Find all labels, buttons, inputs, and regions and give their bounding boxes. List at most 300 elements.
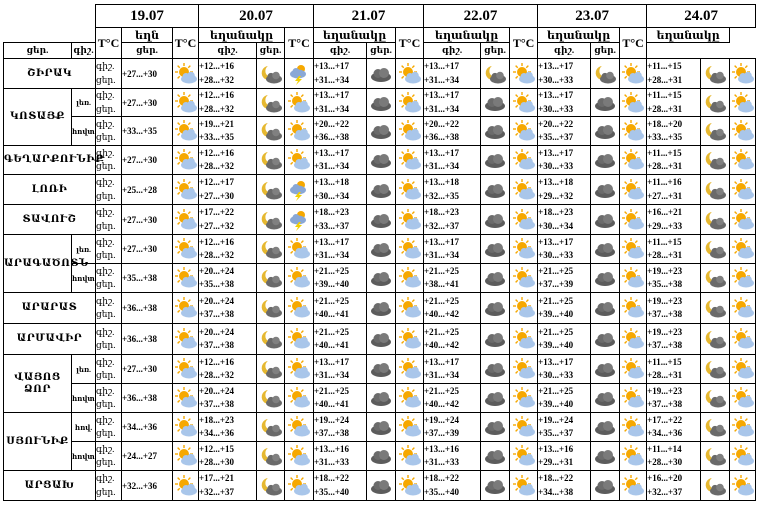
day-temperature: +28...+32	[199, 74, 235, 85]
temp-column-header: T°C	[285, 28, 314, 59]
day-temperature: +30...+33	[538, 103, 574, 114]
night-weather-icon	[367, 471, 396, 501]
temperature-range	[199, 324, 257, 355]
sun-behind-cloud-icon	[396, 209, 423, 231]
day-label: ցեր.	[96, 309, 116, 319]
night-temperature: +13...+18	[314, 177, 350, 187]
night-temperature: +12...+16	[199, 147, 235, 158]
night-weather-icon	[481, 175, 510, 205]
moon-cloud-icon	[701, 387, 729, 409]
temperature-range: +25...+28	[122, 175, 173, 205]
day-temperature: +31...+34	[424, 161, 460, 171]
temperature-range: +33...+35	[122, 117, 173, 146]
night-weather-icon	[367, 59, 396, 89]
night-temperature: +13...+17	[424, 147, 460, 158]
night-weather-icon	[701, 59, 730, 89]
day-weather-icon	[396, 235, 424, 264]
day-weather-icon	[285, 235, 314, 264]
sun-behind-cloud-icon	[620, 267, 646, 289]
day-temperature: +34...+36	[199, 428, 235, 438]
day-weather-icon	[285, 413, 314, 442]
day-weather-icon	[620, 355, 647, 384]
dark-cloud-icon	[367, 387, 395, 409]
night-weather-icon	[701, 413, 730, 442]
night-temperature: +11...+16	[647, 177, 682, 187]
moon-cloud-icon	[701, 238, 729, 260]
zone-label: հովտ.	[72, 442, 96, 471]
night-temperature: +20...+22	[424, 118, 460, 129]
temperature-range	[647, 324, 701, 355]
night-temperature: +19...+23	[647, 326, 683, 337]
temperature-range	[424, 235, 481, 264]
day-weather-icon	[173, 264, 199, 293]
day-weather-icon	[173, 59, 199, 89]
night-weather-icon	[591, 413, 620, 442]
night-label: գիշ.	[96, 118, 115, 129]
day-temperature: +30...+34	[314, 190, 350, 201]
night-day-label	[96, 442, 122, 471]
temperature-range	[647, 355, 701, 384]
temperature-range	[199, 89, 257, 117]
sun-behind-cloud-icon	[285, 358, 313, 380]
sun-behind-cloud-icon	[173, 328, 198, 350]
moon-cloud-icon	[257, 358, 284, 380]
sun-behind-cloud-icon	[285, 267, 313, 289]
night-day-label	[96, 293, 122, 324]
night-subheader: գիշ.	[314, 43, 367, 59]
sun-behind-cloud-icon	[620, 328, 646, 350]
night-label: գիշ.	[96, 473, 115, 483]
sun-behind-cloud-icon	[173, 416, 198, 438]
sun-behind-cloud-icon	[510, 63, 537, 85]
temperature-range	[647, 117, 701, 146]
sun-behind-cloud-icon	[730, 358, 755, 380]
day-weather-icon	[510, 264, 538, 293]
day-temperature: +28...+32	[199, 103, 235, 114]
zone-label: հովտ.	[72, 384, 96, 413]
day-temperature: +27...+32	[199, 220, 235, 231]
temperature-range	[647, 235, 701, 264]
day-label: ցեր.	[96, 399, 116, 409]
day-label: ցեր.	[96, 250, 116, 260]
dark-cloud-icon	[367, 445, 395, 467]
day-weather-icon	[510, 205, 538, 235]
night-weather-icon	[481, 89, 510, 117]
day-weather-icon	[173, 355, 199, 384]
day-weather-icon	[510, 293, 538, 324]
sun-behind-cloud-icon	[285, 328, 313, 350]
night-label: գիշ.	[96, 207, 115, 217]
day-weather-icon	[285, 175, 314, 205]
night-weather-icon	[367, 146, 396, 175]
sun-behind-cloud-icon	[285, 120, 313, 142]
day-weather-icon	[510, 384, 538, 413]
day-temperature: +31...+34	[424, 74, 460, 85]
day-temperature: +33...+35	[199, 132, 235, 142]
night-temperature: +12...+16	[199, 356, 235, 367]
temperature-range	[424, 355, 481, 384]
sun-behind-cloud-icon	[396, 416, 423, 438]
night-weather-icon	[591, 235, 620, 264]
sun-behind-cloud-icon	[510, 209, 537, 231]
temperature-range	[314, 264, 367, 293]
dark-cloud-icon	[367, 63, 395, 85]
thunderstorm-icon	[285, 63, 313, 85]
temperature-range	[424, 293, 481, 324]
day-weather-icon	[620, 59, 647, 89]
temperature-range	[424, 89, 481, 117]
day-temperature: +30...+33	[538, 161, 574, 171]
night-label: գիշ.	[96, 414, 115, 425]
day-temperature: +35...+37	[538, 428, 574, 438]
day-temperature: +40...+41	[314, 340, 350, 350]
night-temperature: +18...+23	[424, 207, 460, 217]
sun-behind-cloud-icon	[396, 445, 423, 467]
night-temperature: +13...+17	[314, 147, 350, 158]
night-weather-icon	[591, 471, 620, 501]
night-weather-icon	[481, 117, 510, 146]
night-temperature: +18...+23	[199, 414, 235, 425]
sun-behind-cloud-icon	[620, 92, 646, 114]
date-header: 22.07	[424, 5, 538, 28]
night-temperature: +19...+21	[199, 118, 235, 129]
temperature-range	[314, 146, 367, 175]
night-weather-icon	[701, 89, 730, 117]
moon-cloud-icon	[701, 358, 729, 380]
night-temperature: +19...+23	[647, 295, 683, 306]
day-weather-icon	[396, 264, 424, 293]
night-weather-icon	[591, 89, 620, 117]
day-temperature: +29...+33	[647, 220, 683, 231]
moon-cloud-icon	[701, 209, 729, 231]
day-temperature: +29...+31	[538, 457, 574, 467]
night-temperature: +16...+21	[647, 207, 683, 217]
temperature-range	[199, 59, 257, 89]
region-name: ԱՐՄԱՎԻՐ	[4, 324, 96, 355]
night-weather-icon	[367, 293, 396, 324]
day-temperature: +39...+40	[314, 279, 350, 289]
day-weather-icon	[510, 471, 538, 501]
dark-cloud-icon	[591, 297, 619, 319]
region-name: ԱՐՑԱԽ	[4, 471, 96, 501]
night-weather-icon	[481, 384, 510, 413]
night-day-label	[96, 89, 122, 117]
temperature-range: +35...+38	[122, 264, 173, 293]
day-weather-icon	[510, 175, 538, 205]
sun-behind-cloud-icon	[173, 209, 198, 231]
sun-behind-cloud-icon	[285, 387, 313, 409]
temperature-range	[538, 442, 591, 471]
weather-column-header: եղանակը	[538, 28, 620, 43]
night-temperature: +20...+24	[199, 326, 235, 337]
zone-label: լեռ.	[72, 235, 96, 264]
day-weather-icon	[730, 146, 756, 175]
sun-behind-cloud-icon	[173, 267, 198, 289]
moon-cloud-icon	[257, 209, 284, 231]
day-weather-icon	[620, 293, 647, 324]
day-subheader: ցեր.	[257, 43, 285, 59]
day-weather-icon	[173, 175, 199, 205]
day-weather-icon	[396, 146, 424, 175]
night-temperature: +13...+17	[538, 90, 574, 100]
night-label: գիշ.	[96, 236, 115, 247]
day-weather-icon	[173, 471, 199, 501]
moon-cloud-icon	[701, 416, 729, 438]
day-temperature: +40...+42	[424, 309, 460, 319]
moon-cloud-icon	[257, 387, 284, 409]
day-weather-icon	[285, 59, 314, 89]
temperature-range	[424, 117, 481, 146]
day-temperature: +37...+38	[199, 340, 235, 350]
day-temperature: +31...+34	[314, 103, 350, 114]
temp-column-header: T°C	[96, 28, 122, 59]
day-weather-icon	[285, 117, 314, 146]
night-weather-icon	[481, 442, 510, 471]
day-weather-icon	[173, 442, 199, 471]
day-weather-icon	[510, 117, 538, 146]
night-weather-icon	[701, 264, 730, 293]
temperature-range	[538, 264, 591, 293]
temperature-range: +34...+36	[122, 413, 173, 442]
day-temperature: +31...+34	[424, 250, 460, 260]
night-weather-icon	[591, 384, 620, 413]
night-day-label	[96, 264, 122, 293]
temperature-range	[647, 264, 701, 293]
day-temperature: +28...+32	[199, 250, 235, 260]
moon-cloud-icon	[257, 416, 284, 438]
sun-behind-cloud-icon	[510, 297, 537, 319]
day-weather-icon	[396, 205, 424, 235]
dark-cloud-icon	[481, 358, 509, 380]
day-label: ցեր.	[96, 74, 116, 85]
night-day-label	[96, 235, 122, 264]
sun-behind-cloud-icon	[510, 238, 537, 260]
sun-behind-cloud-icon	[620, 63, 646, 85]
sun-behind-cloud-icon	[620, 149, 646, 171]
night-day-label	[96, 175, 122, 205]
sun-behind-cloud-icon	[620, 387, 646, 409]
moon-cloud-icon	[701, 445, 729, 467]
sun-behind-cloud-icon	[173, 92, 198, 114]
zone-label: հովտ.	[72, 264, 96, 293]
night-weather-icon	[257, 235, 285, 264]
day-temperature: +31...+34	[314, 161, 350, 171]
day-temperature: +33...+35	[647, 132, 683, 142]
night-weather-icon	[257, 205, 285, 235]
night-weather-icon	[481, 293, 510, 324]
night-weather-icon	[257, 471, 285, 501]
day-weather-icon	[396, 442, 424, 471]
sun-behind-cloud-icon	[285, 297, 313, 319]
day-weather-icon	[620, 235, 647, 264]
dark-cloud-icon	[591, 209, 619, 231]
moon-cloud-icon	[591, 63, 619, 85]
day-weather-icon	[396, 324, 424, 355]
temperature-range	[314, 355, 367, 384]
night-weather-icon	[591, 117, 620, 146]
day-temperature: +34...+36	[647, 428, 683, 438]
zone-label: հով.	[72, 413, 96, 442]
night-subheader: գիշ.	[72, 43, 96, 59]
night-subheader: գիշ.	[538, 43, 591, 59]
night-label: գիշ.	[96, 356, 115, 367]
sun-behind-cloud-icon	[285, 238, 313, 260]
sun-behind-cloud-icon	[396, 297, 423, 319]
moon-cloud-icon	[257, 149, 284, 171]
sun-behind-cloud-icon	[396, 387, 423, 409]
night-temperature: +13...+17	[538, 147, 574, 158]
temperature-range	[199, 442, 257, 471]
sun-behind-cloud-icon	[510, 445, 537, 467]
sun-behind-cloud-icon	[620, 238, 646, 260]
temperature-range	[538, 175, 591, 205]
date-header: 23.07	[538, 5, 647, 28]
night-temperature: +13...+17	[424, 236, 460, 247]
night-temperature: +12...+16	[199, 61, 235, 71]
day-weather-icon	[510, 355, 538, 384]
dark-cloud-icon	[591, 445, 619, 467]
day-subheader: ցեր.	[591, 43, 620, 59]
night-day-label	[96, 413, 122, 442]
day-weather-icon	[396, 413, 424, 442]
sun-behind-cloud-icon	[510, 179, 537, 201]
night-temperature: +17...+21	[199, 473, 235, 483]
day-weather-icon	[396, 471, 424, 501]
day-weather-icon	[396, 89, 424, 117]
sun-behind-cloud-icon	[620, 358, 646, 380]
dark-cloud-icon	[481, 387, 509, 409]
temperature-range	[538, 59, 591, 89]
day-weather-icon	[285, 264, 314, 293]
day-temperature: +28...+32	[199, 370, 235, 380]
night-weather-icon	[367, 175, 396, 205]
day-temperature: +30...+33	[538, 250, 574, 260]
day-weather-icon	[285, 384, 314, 413]
day-temperature: +37...+38	[647, 340, 683, 350]
night-weather-icon	[257, 293, 285, 324]
dark-cloud-icon	[367, 149, 395, 171]
region-name: ԳԵՂԱՐՔՈՒՆԻՔ	[4, 146, 96, 175]
day-temperature: +31...+34	[314, 250, 350, 260]
night-weather-icon	[591, 355, 620, 384]
day-weather-icon	[730, 324, 756, 355]
day-temperature: +37...+39	[538, 279, 574, 289]
day-weather-icon	[730, 442, 756, 471]
day-weather-icon	[620, 413, 647, 442]
moon-cloud-icon	[701, 149, 729, 171]
sun-behind-cloud-icon	[396, 475, 423, 497]
dark-cloud-icon	[481, 328, 509, 350]
temperature-range	[538, 293, 591, 324]
date-header: 24.07	[647, 5, 756, 28]
day-weather-icon	[285, 293, 314, 324]
day-subheader: ցեր.	[4, 43, 72, 59]
night-temperature: +21...+25	[314, 385, 350, 396]
day-weather-icon	[730, 355, 756, 384]
temperature-range	[314, 89, 367, 117]
day-weather-icon	[620, 146, 647, 175]
temperature-range	[538, 324, 591, 355]
day-weather-icon	[173, 89, 199, 117]
night-weather-icon	[257, 324, 285, 355]
night-weather-icon	[701, 293, 730, 324]
night-temperature: +12...+15	[199, 443, 235, 454]
sun-behind-cloud-icon	[730, 267, 755, 289]
day-label: ցեր.	[96, 486, 116, 497]
sun-behind-cloud-icon	[173, 387, 198, 409]
night-weather-icon	[591, 175, 620, 205]
night-temperature: +13...+17	[424, 61, 460, 71]
day-temperature: +36...+38	[424, 132, 460, 142]
night-subheader: գիշ.	[199, 43, 257, 59]
night-temperature: +18...+20	[647, 118, 683, 129]
dark-cloud-icon	[367, 238, 395, 260]
night-weather-icon	[701, 355, 730, 384]
sun-behind-cloud-icon	[730, 63, 755, 85]
night-weather-icon	[257, 442, 285, 471]
night-weather-icon	[701, 175, 730, 205]
day-temperature: +39...+40	[538, 340, 574, 350]
temperature-range	[314, 235, 367, 264]
night-temperature: +11...+15	[647, 61, 682, 71]
day-temperature: +27...+30	[199, 190, 235, 201]
temperature-range	[199, 355, 257, 384]
night-temperature: +19...+24	[538, 414, 574, 425]
night-label: գիշ.	[96, 295, 115, 306]
day-weather-icon	[285, 355, 314, 384]
moon-cloud-icon	[257, 445, 284, 467]
day-weather-icon	[620, 324, 647, 355]
night-weather-icon	[367, 384, 396, 413]
sun-behind-cloud-icon	[620, 120, 646, 142]
day-temperature: +37...+38	[199, 399, 235, 409]
day-temperature: +37...+39	[424, 428, 460, 438]
night-weather-icon	[257, 146, 285, 175]
day-temperature: +36...+38	[314, 132, 350, 142]
night-weather-icon	[257, 384, 285, 413]
day-weather-icon	[730, 235, 756, 264]
temperature-range	[538, 89, 591, 117]
day-label: ցեր.	[96, 370, 116, 380]
thunderstorm-icon	[285, 209, 313, 231]
day-weather-icon	[396, 59, 424, 89]
dark-cloud-icon	[367, 328, 395, 350]
dark-cloud-icon	[591, 475, 619, 497]
night-temperature: +13...+16	[314, 443, 350, 454]
night-weather-icon	[701, 146, 730, 175]
night-weather-icon	[591, 293, 620, 324]
day-temperature: +27...+31	[647, 190, 683, 201]
sun-behind-cloud-icon	[510, 267, 537, 289]
sun-behind-cloud-icon	[173, 475, 198, 497]
temperature-range: +36...+38	[122, 293, 173, 324]
night-temperature: +17...+22	[199, 207, 235, 217]
sun-behind-cloud-icon	[730, 120, 755, 142]
night-temperature: +18...+22	[424, 473, 460, 483]
night-weather-icon	[481, 264, 510, 293]
region-name: ԱՐԱՐԱՏ	[4, 293, 96, 324]
dark-cloud-icon	[481, 475, 509, 497]
night-temperature: +18...+23	[314, 207, 350, 217]
sun-behind-cloud-icon	[620, 179, 646, 201]
temperature-range	[647, 413, 701, 442]
day-weather-icon	[396, 384, 424, 413]
day-temperature: +30...+33	[538, 370, 574, 380]
night-temperature: +21...+25	[538, 385, 574, 396]
temperature-range	[314, 471, 367, 501]
day-weather-icon	[285, 205, 314, 235]
day-temperature: +28...+31	[647, 161, 683, 171]
